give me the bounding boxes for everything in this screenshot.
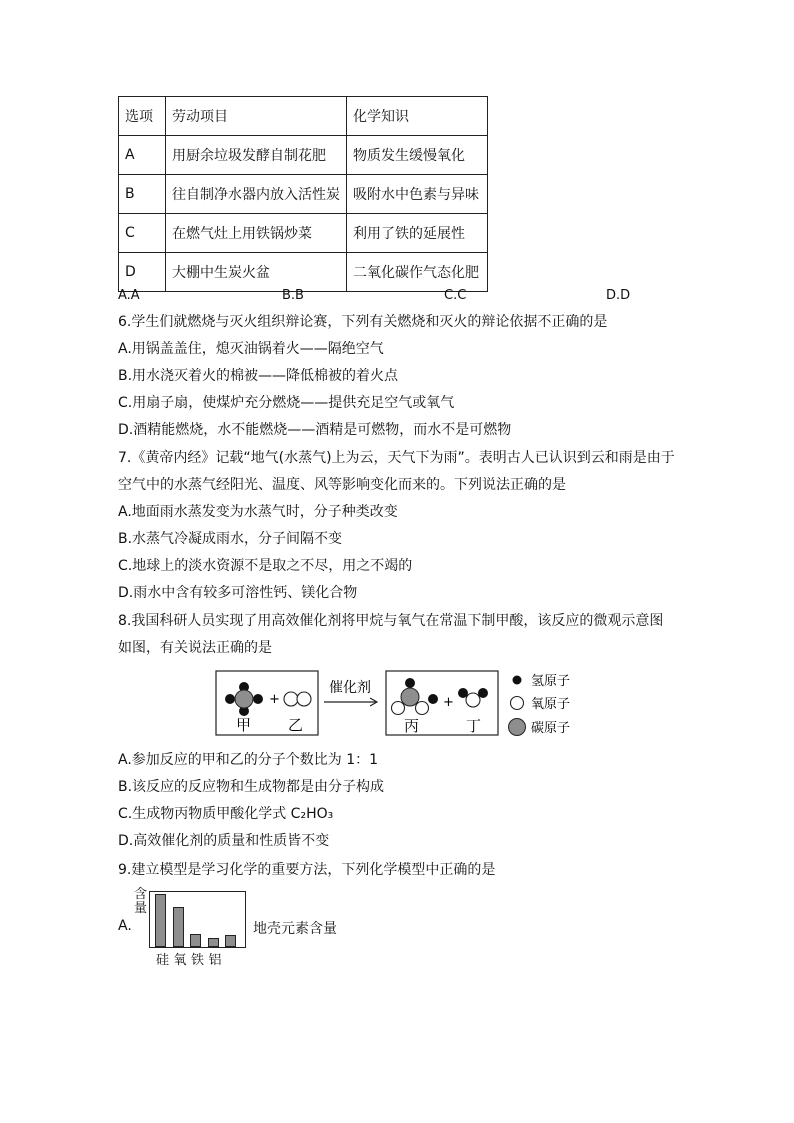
chart-caption: 地壳元素含量 bbox=[253, 921, 337, 937]
q8-option-d[interactable]: D.高效催化剂的质量和性质皆不变 bbox=[118, 833, 330, 849]
question-9-stem: 9.建立模型是学习化学的重要方法，下列化学模型中正确的是 bbox=[118, 862, 496, 878]
table-cell: 在燃气灶上用铁锅炒菜 bbox=[166, 214, 347, 253]
q7-option-b[interactable]: B.水蒸气冷凝成雨水，分子间隔不变 bbox=[118, 531, 343, 547]
q6-option-b[interactable]: B.用水浇灭着火的棉被——降低棉被的着火点 bbox=[118, 368, 399, 384]
legend-hydrogen: 氢原子 bbox=[531, 674, 571, 689]
table-cell: 往自制净水器内放入活性炭 bbox=[166, 175, 347, 214]
reaction-diagram bbox=[214, 668, 604, 748]
chart-plot-area bbox=[149, 891, 246, 948]
table-cell: 大棚中生炭火盆 bbox=[166, 253, 347, 292]
chart-x-labels bbox=[156, 948, 246, 966]
legend-carbon-marker bbox=[509, 719, 526, 736]
chart-x-label: 铁 bbox=[191, 953, 205, 968]
legend-hydrogen-marker bbox=[513, 676, 522, 685]
q7-option-d[interactable]: D.雨水中含有较多可溶性钙、镁化合物 bbox=[118, 585, 358, 601]
q6-option-d[interactable]: D.酒精能燃烧，水不能燃烧——酒精是可燃物，而水不是可燃物 bbox=[118, 422, 512, 438]
q7-option-a[interactable]: A.地面雨水蒸发变为水蒸气时，分子种类改变 bbox=[118, 504, 398, 520]
table-header-cell: 劳动项目 bbox=[166, 97, 347, 136]
table-header-cell: 选项 bbox=[119, 97, 166, 136]
table-cell: D bbox=[119, 253, 166, 292]
q8-option-c[interactable]: C.生成物丙物质甲酸化学式 C₂HO₃ bbox=[118, 806, 334, 822]
question-8-stem-line2: 如图，有关说法正确的是 bbox=[118, 640, 272, 656]
table-cell: 利用了铁的延展性 bbox=[347, 214, 488, 253]
chart-bar bbox=[155, 894, 166, 947]
chart-bar bbox=[225, 935, 236, 947]
table-row bbox=[119, 253, 488, 292]
water-molecule bbox=[458, 688, 488, 707]
label-bing: 丙 bbox=[404, 717, 420, 735]
q9-option-a-label[interactable]: A. bbox=[118, 918, 132, 934]
label-jia: 甲 bbox=[236, 716, 252, 734]
question-7-stem-line2: 空气中的水蒸气经阳光、温度、风等影响变化而来的。下列说法正确的是 bbox=[118, 477, 566, 493]
chart-bar bbox=[173, 907, 184, 947]
table-cell: B bbox=[119, 175, 166, 214]
option-c[interactable]: C.C bbox=[444, 288, 467, 303]
chart-bar bbox=[190, 934, 201, 947]
table-row bbox=[119, 214, 488, 253]
label-ding: 丁 bbox=[466, 717, 482, 735]
table-cell: 二氧化碳作气态化肥 bbox=[347, 253, 488, 292]
label-yi: 乙 bbox=[288, 716, 304, 734]
table-row bbox=[119, 175, 488, 214]
legend-oxygen: 氧原子 bbox=[531, 697, 571, 712]
crust-element-chart bbox=[134, 888, 250, 968]
reaction-diagram-svg bbox=[214, 668, 604, 748]
table-header-row bbox=[119, 97, 488, 136]
table-cell: A bbox=[119, 136, 166, 175]
chart-x-label: 氧 bbox=[173, 953, 187, 968]
question-5-table bbox=[118, 96, 488, 292]
option-a[interactable]: A.A bbox=[118, 288, 140, 303]
formic-acid-molecule bbox=[392, 678, 439, 715]
chart-x-label: 硅 bbox=[156, 953, 170, 968]
q8-option-a[interactable]: A.参加反应的甲和乙的分子个数比为 1：1 bbox=[118, 752, 379, 768]
table-cell: 吸附水中色素与异味 bbox=[347, 175, 488, 214]
table-header-cell: 化学知识 bbox=[347, 97, 488, 136]
q7-option-c[interactable]: C.地球上的淡水资源不是取之不尽，用之不竭的 bbox=[118, 558, 413, 574]
legend-carbon: 碳原子 bbox=[531, 721, 571, 736]
q8-option-b[interactable]: B.该反应的反应物和生成物都是由分子构成 bbox=[118, 779, 385, 795]
q6-option-a[interactable]: A.用锅盖盖住，熄灭油锅着火——隔绝空气 bbox=[118, 341, 384, 357]
legend-oxygen-marker bbox=[511, 697, 524, 710]
catalyst-label: 催化剂 bbox=[329, 680, 371, 696]
question-6-stem: 6.学生们就燃烧与灭火组织辩论赛，下列有关燃烧和灭火的辩论依据不正确的是 bbox=[118, 314, 608, 330]
option-d[interactable]: D.D bbox=[606, 288, 631, 303]
table-row bbox=[119, 136, 488, 175]
question-8-stem-line1: 8.我国科研人员实现了用高效催化剂将甲烷与氧气在常温下制甲酸，该反应的微观示意图 bbox=[118, 613, 664, 629]
option-b[interactable]: B.B bbox=[282, 288, 304, 303]
question-7-stem-line1: 7.《黄帝内经》记载“地气(水蒸气)上为云，天气下为雨”。表明古人已认识到云和雨是由于 bbox=[118, 450, 675, 466]
table-cell: 用厨余垃圾发酵自制花肥 bbox=[166, 136, 347, 175]
question-5-options bbox=[0, 288, 794, 306]
plus-sign: + bbox=[269, 692, 280, 707]
chart-bar bbox=[208, 938, 219, 947]
plus-sign: + bbox=[443, 695, 454, 710]
table-cell: C bbox=[119, 214, 166, 253]
methane-molecule bbox=[225, 682, 263, 716]
chart-x-label: 铝 bbox=[208, 953, 222, 968]
legend bbox=[509, 674, 571, 736]
q6-option-c[interactable]: C.用扇子扇，使煤炉充分燃烧——提供充足空气或氧气 bbox=[118, 395, 455, 411]
table-cell: 物质发生缓慢氧化 bbox=[347, 136, 488, 175]
oxygen-molecule bbox=[284, 692, 311, 706]
chart-ylabel: 含量 bbox=[134, 887, 148, 916]
